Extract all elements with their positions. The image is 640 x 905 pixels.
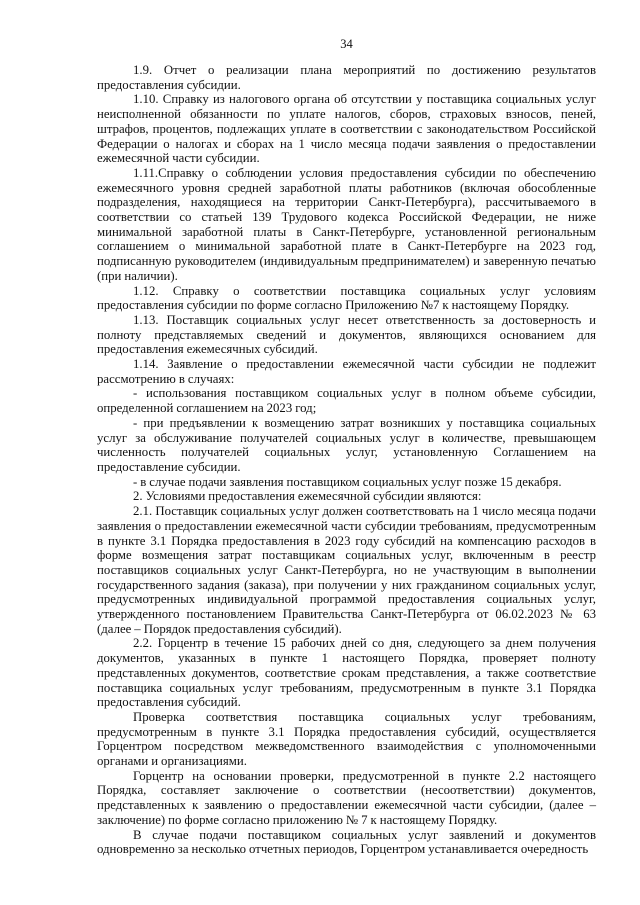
paragraph-conclusion: Горцентр на основании проверки, предусмотренной в пункте 2.2 настоящего Порядка, составляет заключение о соответствии (несоответствии) документов, представленных к заявлению о предоставлении ежемесячной части субсидии, (далее – заключение) по форме согласно приложению № 7 к настоящему Порядку. <box>97 768 596 827</box>
paragraph-verification: Проверка соответствия поставщика социальных услуг требованиям, предусмотренным в пункте 3.1 Порядка предоставления субсидий, осуществляется Горцентром посредством межведомственного взаимодействия с уполномоченными органами и организациями. <box>97 709 596 769</box>
paragraph-1-10: 1.10. Справку из налогового органа об отсутствии у поставщика социальных услуг неисполненной обязанности по уплате налогов, сборов, страховых взносов, пеней, штрафов, процентов, подлежащих уплате в соответствии с законодательством Российской Федерации о налогах и сборах на 1 число месяца подачи заявления о предоставлении ежемесячной части субсидии. <box>97 92 596 166</box>
paragraph-1-13: 1.13. Поставщик социальных услуг несет ответственность за достоверность и полноту представляемых сведений и документов, являющихся основанием для предоставления ежемесячных субсидий. <box>97 312 596 357</box>
paragraph-2-2: 2.2. Горцентр в течение 15 рабочих дней со дня, следующего за днем получения документов, указанных в пункте 1 настоящего Порядка, проверяет полноту представленных документов, соответствие срокам представления, а также соответствие поставщика социальных услуг требованиям, предусмотренным в пункте 3.1 Порядка предоставления субсидий. <box>97 636 596 710</box>
list-item-excess-recipients: - при предъявлении к возмещению затрат возникших у поставщика социальных услуг за обслуживание получателей социальных услуг в количестве, превышающем численность получателей социальных услуг, установленную Соглашением на предоставление субсидии. <box>97 415 596 474</box>
paragraph-1-11: 1.11.Справку о соблюдении условия предоставления субсидии по обеспечению ежемесячного уровня средней заработной платы работников (включая обособленные подразделения, находящиеся на территории Санкт-Петербурга), рассчитываемого в соответствии со статьей 139 Трудового кодекса Российской Федерации, не ниже минимальной заработной платы в Санкт-Петербурге, установленной региональным соглашением о минимальной заработной плате в Санкт-Петербурге на 2023 год, подписанную руководителем (индивидуальным предпринимателем) и заверенную печатью (при наличии). <box>97 165 596 283</box>
paragraph-2: 2. Условиями предоставления ежемесячной субсидии являются: <box>133 489 482 504</box>
list-item-late-submission: - в случае подачи заявления поставщиком социальных услуг позже 15 декабря. <box>133 474 562 489</box>
paragraph-multiple-periods: В случае подачи поставщиком социальных услуг заявлений и документов одновременно за несколько отчетных периодов, Горцентром устанавливается очередность <box>97 827 596 857</box>
list-item-full-use: - использования поставщиком социальных услуг в полном объеме субсидии, определенной соглашением на 2023 год; <box>97 386 596 416</box>
paragraph-1-9: 1.9. Отчет о реализации плана мероприятий по достижению результатов предоставления субсидии. <box>97 63 596 92</box>
page-number: 34 <box>340 37 353 51</box>
paragraph-1-14: 1.14. Заявление о предоставлении ежемесячной части субсидии не подлежит рассмотрению в случаях: <box>97 357 596 386</box>
paragraph-1-12: 1.12. Справку о соответствии поставщика социальных услуг условиям предоставления субсидии по форме согласно Приложению №7 к настоящему Порядку. <box>97 283 596 313</box>
paragraph-2-1: 2.1. Поставщик социальных услуг должен соответствовать на 1 число месяца подачи заявления о предоставлении ежемесячной части субсидии требованиям, предусмотренным в пункте 3.1 Порядка предоставления в 2023 году субсидий на компенсацию расходов в форме возмещения затрат поставщикам социальных услуг, включенным в реестр поставщиков социальных услуг Санкт-Петербурга, но не участвующим в выполнении государственного задания (заказа), при получении у них гражданином социальных услуг, предусмотренных индивидуальной программой предоставления социальных услуг, утвержденного постановлением Правительства Санкт-Петербурга от 06.02.2023 № 63 (далее – Порядок предоставления субсидий). <box>97 504 596 636</box>
